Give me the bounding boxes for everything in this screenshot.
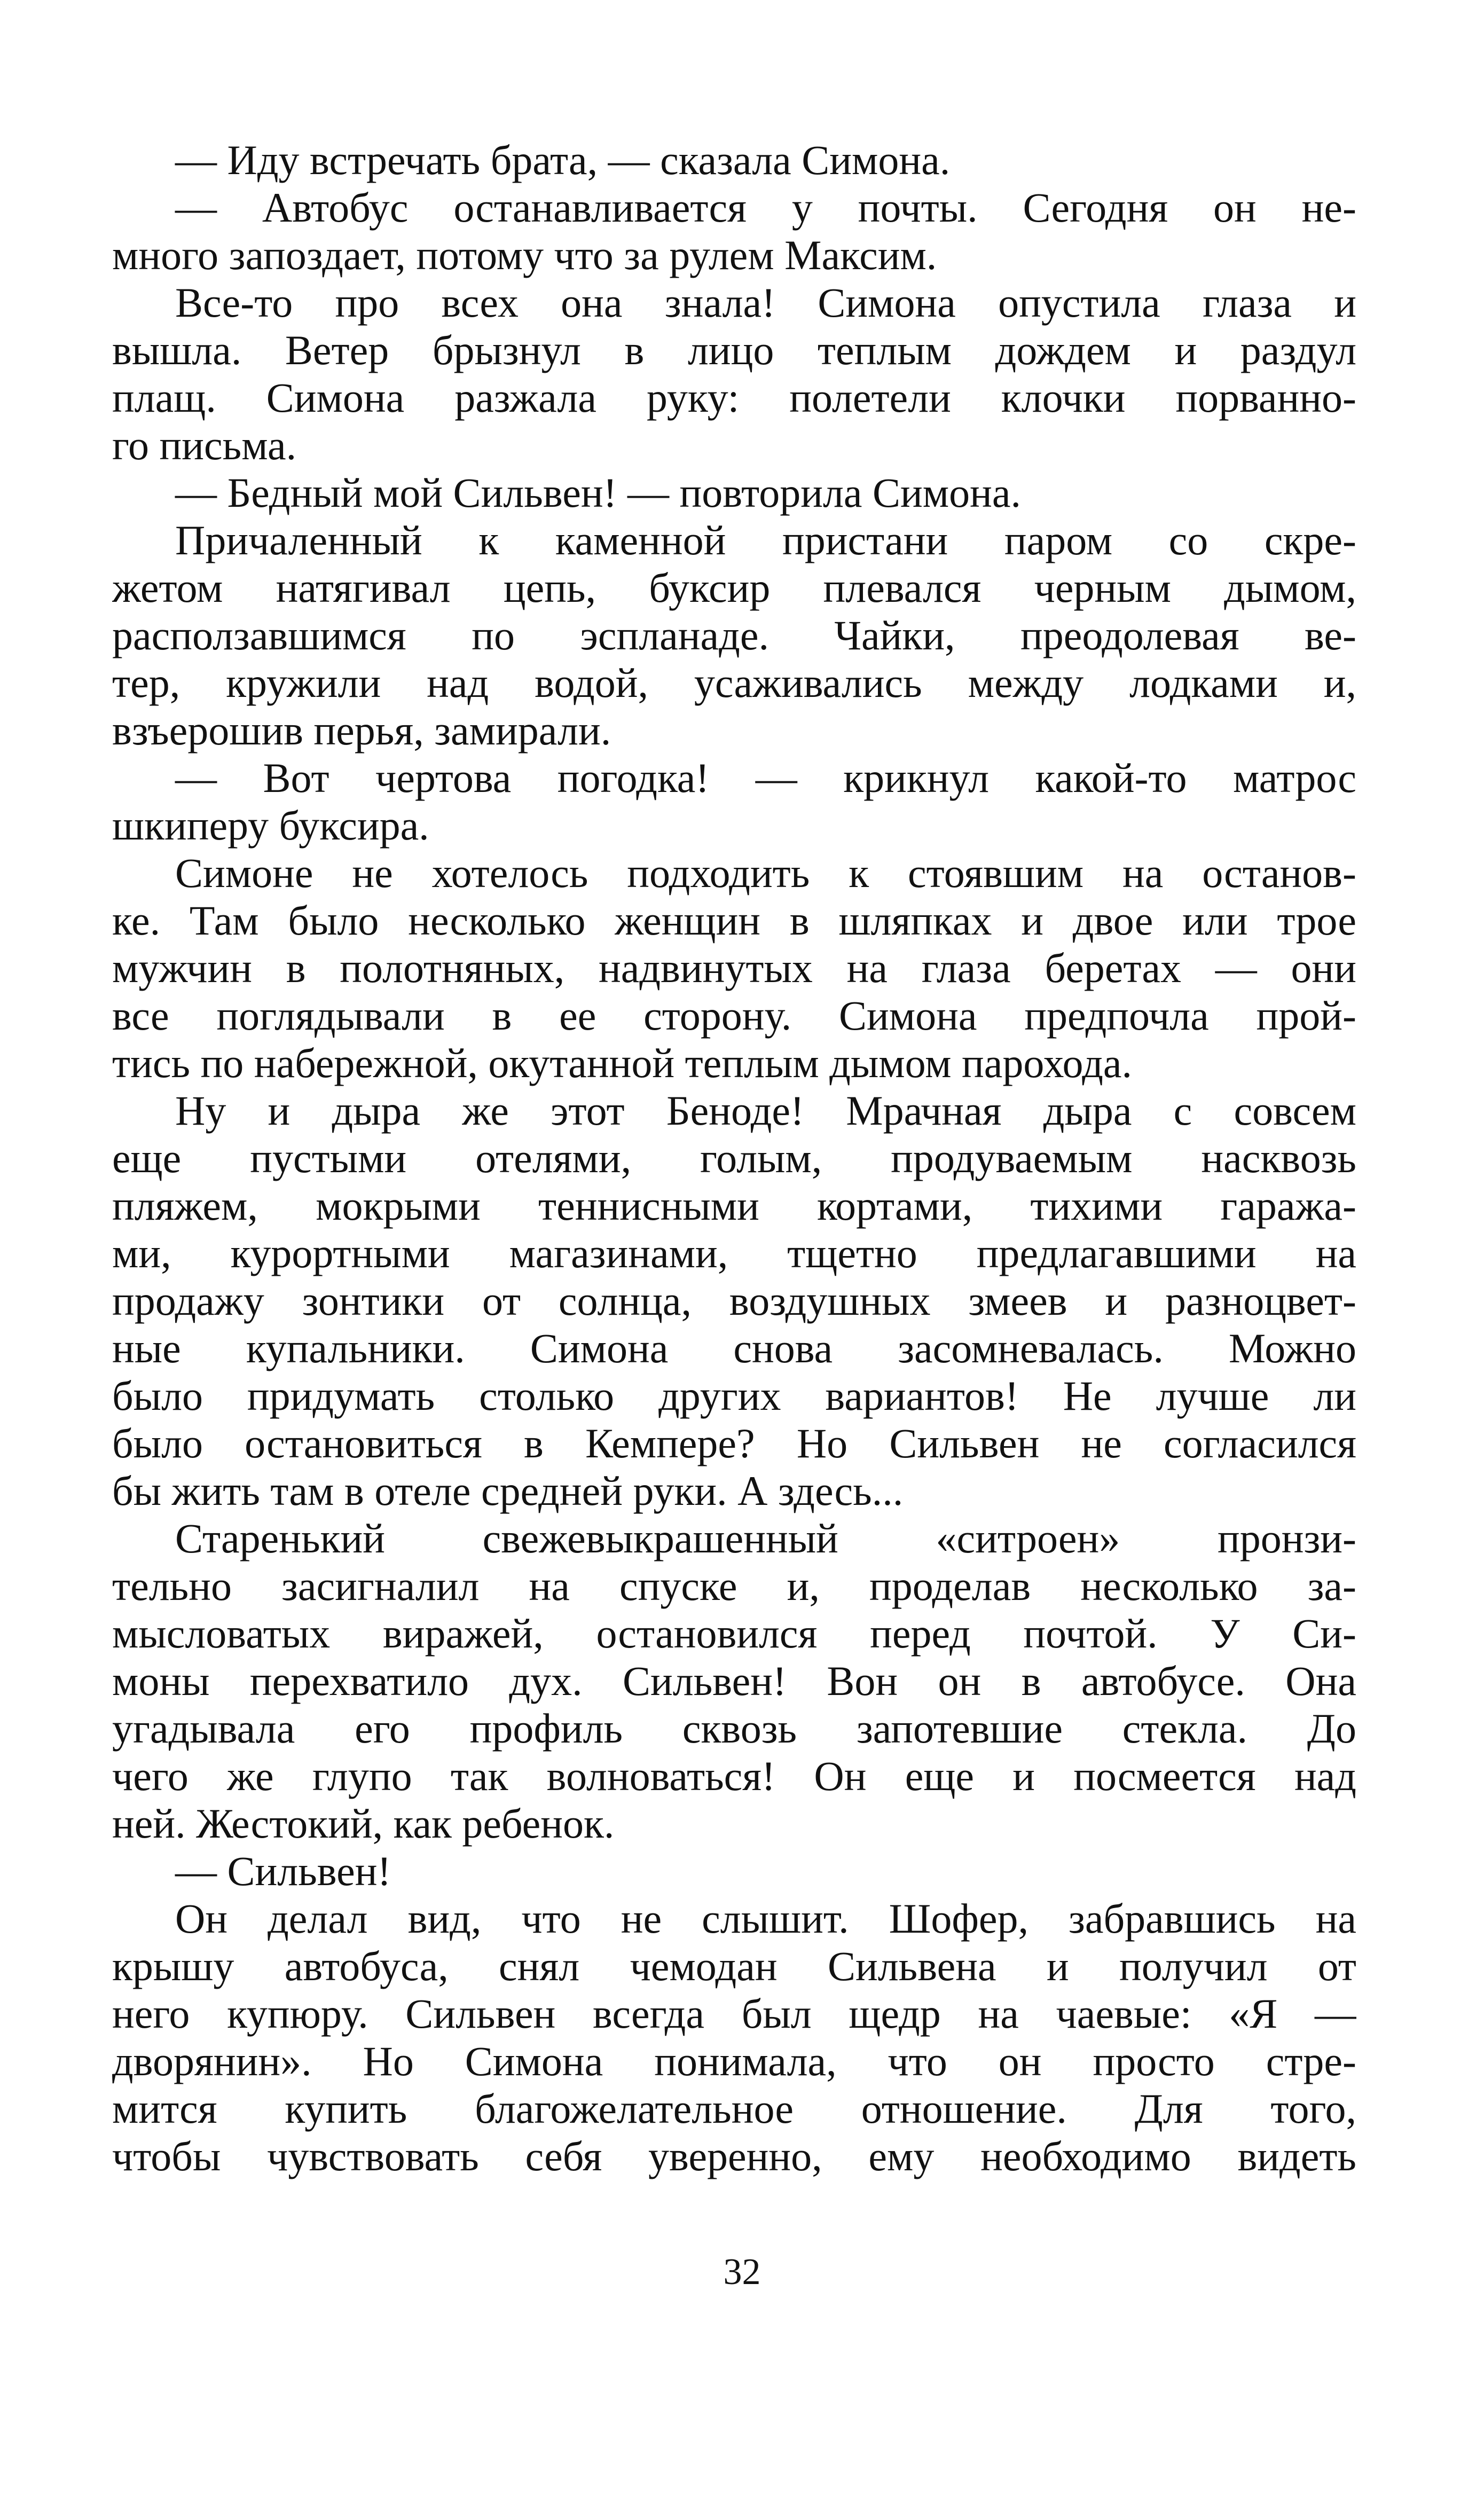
text-line: жетом натягивал цепь, буксир плевался черным дымом,: [112, 564, 1356, 611]
text-line: Ну и дыра же этот Бенодe! Мрачная дыра с совсем: [175, 1087, 1356, 1134]
text-line: Старенький свежевыкрашенный «ситроен» пронзи-: [175, 1515, 1356, 1561]
page-number: 32: [723, 2251, 761, 2293]
text-line: ные купальники. Симона снова засомневалась. Можно: [112, 1325, 1356, 1371]
text-line: пляжем, мокрыми теннисными кортами, тихими гаража-: [112, 1182, 1356, 1229]
text-line: мится купить благожелательное отношение. Для того,: [112, 2085, 1356, 2132]
text-line: го письма.: [112, 422, 297, 468]
text-line: ней. Жестокий, как ребенок.: [112, 1800, 615, 1847]
text-line: все поглядывали в ее сторону. Симона предпочла прой-: [112, 992, 1356, 1039]
text-line: тер, кружили над водой, усаживались между лодками и,: [112, 660, 1356, 706]
text-line: Причаленный к каменной пристани паром со скре-: [175, 517, 1356, 563]
body-text: [112, 136, 1356, 2180]
text-line: тись по набережной, окутанной теплым дымом парохода.: [112, 1040, 1133, 1086]
text-line: дворянин». Но Симона понимала, что он просто стре-: [112, 2038, 1356, 2084]
text-line: моны перехватило дух. Сильвен! Вон он в автобусе. Она: [112, 1658, 1356, 1704]
text-line: — Автобус останавливается у почты. Сегодня он не-: [175, 184, 1356, 231]
text-line: Он делал вид, что не слышит. Шофер, забравшись на: [175, 1895, 1356, 1942]
text-line: — Бедный мой Сильвен! — повторила Симона.: [175, 469, 1021, 516]
text-line: — Иду встречать брата, — сказала Симона.: [175, 137, 951, 183]
text-line: продажу зонтики от солнца, воздушных змеев и разноцвет-: [112, 1277, 1356, 1324]
text-line: ке. Там было несколько женщин в шляпках и двое или трое: [112, 897, 1356, 944]
text-line: него купюру. Сильвен всегда был щедр на чаевые: «Я —: [112, 1990, 1356, 2037]
text-line: взъерошив перья, замирали.: [112, 707, 611, 754]
text-line: чтобы чувствовать себя уверенно, ему необходимо видеть: [112, 2133, 1356, 2179]
text-line: чего же глупо так волноваться! Он еще и посмеется над: [112, 1753, 1356, 1799]
text-line: много запоздает, потому что за рулем Максим.: [112, 232, 937, 278]
text-line: вышла. Ветер брызнул в лицо теплым дождем и раздул: [112, 327, 1356, 373]
text-line: еще пустыми отелями, голым, продуваемым насквозь: [112, 1135, 1356, 1181]
text-line: Все-то про всех она знала! Симона опустила глаза и: [175, 279, 1356, 326]
text-line: было остановиться в Кемпере? Но Сильвен не согласился: [112, 1420, 1356, 1466]
text-line: — Сильвен!: [175, 1848, 391, 1894]
text-line: — Вот чертова погодка! — крикнул какой-то матрос: [175, 755, 1356, 801]
text-line: расползавшимся по эспланаде. Чайки, преодолевая ве-: [112, 612, 1356, 658]
text-line: угадывала его профиль сквозь запотевшие стекла. До: [112, 1705, 1356, 1752]
text-line: ми, курортными магазинами, тщетно предлагавшими на: [112, 1230, 1356, 1276]
text-line: мысловатых виражей, остановился перед почтой. У Си-: [112, 1610, 1356, 1657]
text-line: плащ. Симона разжала руку: полетели клочки порванно-: [112, 374, 1356, 421]
text-line: Симоне не хотелось подходить к стоявшим на останов-: [175, 850, 1356, 896]
text-line: было придумать столько других вариантов! Не лучше ли: [112, 1372, 1356, 1419]
text-line: мужчин в полотняных, надвинутых на глаза беретах — они: [112, 945, 1356, 991]
text-line: шкиперу буксира.: [112, 802, 429, 849]
text-line: тельно засигналил на спуске и, проделав несколько за-: [112, 1563, 1356, 1609]
text-line: крышу автобуса, снял чемодан Сильвена и получил от: [112, 1943, 1356, 1989]
text-line: бы жить там в отеле средней руки. А здесь...: [112, 1468, 904, 1514]
